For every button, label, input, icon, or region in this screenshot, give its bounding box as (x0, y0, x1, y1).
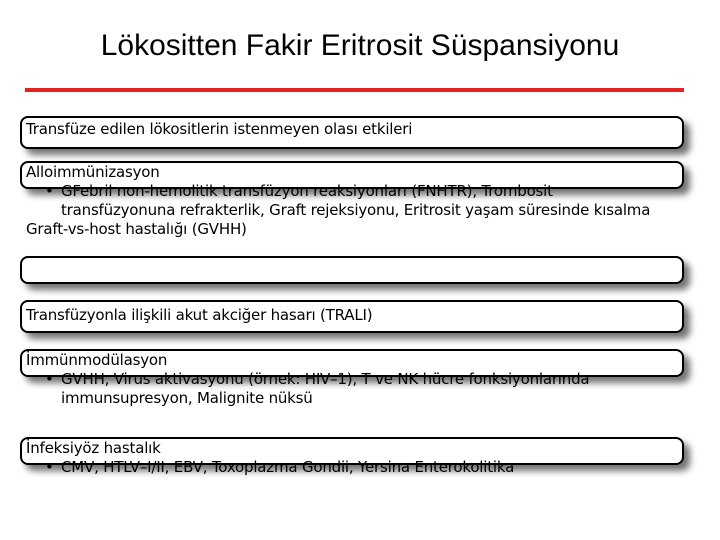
bullet-item (26, 370, 661, 408)
section-heading: Alloimmünizasyon (26, 163, 160, 181)
section-extra-line: Graft-vs-host hastalığı (GVHH) (26, 220, 247, 238)
bullet-item (26, 182, 661, 220)
section-infectious (26, 439, 676, 477)
slide-title: Lökositten Fakir Eritrosit Süspansiyonu (100, 29, 620, 62)
bullet-icon: • (45, 458, 54, 476)
section-heading: Transfüzyonla ilişkili akut akciğer hasarı (TRALI) (26, 306, 373, 324)
bullet-text: GVHH, Virus aktivasyonu (örnek: HIV–1), T ve NK hücre fonksiyonlarında immunsupresyon, Malignite nüksü (61, 370, 590, 407)
bullet-text: GFebril non-hemolitik transfüzyon reaksiyonları (FNHTR), Trombosit transfüzyonuna refrakterlik, Graft rejeksiyonu, Eritrosit yaşam süresinde kısalma (61, 182, 651, 219)
bullet-icon: • (45, 182, 54, 200)
section-immunomodulation (26, 351, 676, 408)
title-underline (25, 88, 684, 92)
section-alloimmunization (26, 163, 676, 239)
section-heading: İmmünmodülasyon (26, 351, 168, 369)
section-heading: İnfeksiyöz hastalık (26, 439, 161, 457)
bullet-text: CMV, HTLV–I/II, EBV, Toxoplazma Gondii, Yersina Enterokolitika (61, 458, 515, 476)
section-unwanted-effects (26, 120, 676, 139)
section-trali (26, 306, 676, 325)
bullet-icon: • (45, 370, 54, 388)
bullet-item (26, 458, 661, 477)
section-box-gvhh (20, 256, 684, 284)
section-heading: Transfüze edilen lökositlerin istenmeyen olası etkileri (26, 120, 413, 138)
